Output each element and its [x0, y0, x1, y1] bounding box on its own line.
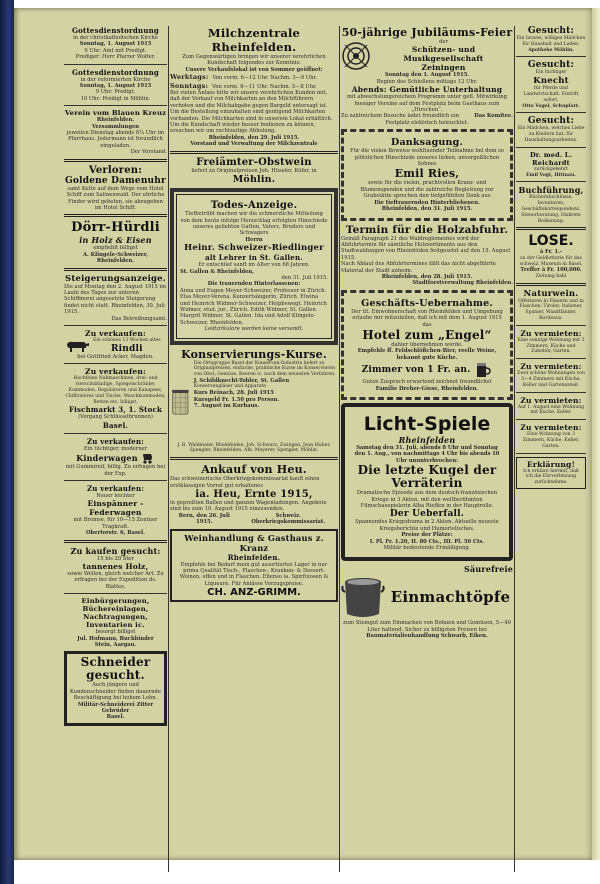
column-2 — [170, 26, 338, 872]
ad-title: Licht-Spiele — [363, 413, 491, 435]
ad-date: Rheinfelden, den 28. Juli 1915. — [381, 273, 473, 280]
ad-text: Der tit. Einwohnerschaft von Rheinfelden und Umgebung erlaube mir mitzuteilen, daß ich mit dem 1. August 1915 das — [351, 308, 503, 328]
ad-title: Zu vermieten: — [520, 423, 582, 433]
divider — [64, 105, 167, 106]
ad-place: Basel. — [102, 420, 129, 430]
ad-milchzentrale — [170, 26, 338, 148]
shooting-target-icon — [341, 41, 371, 71]
ad-title: Zu kaufen gesucht: — [70, 545, 161, 556]
ad-title: Ankauf von Heu. — [201, 463, 307, 477]
ad-address: Obertorstr. 6, Basel. — [86, 530, 145, 537]
divider — [170, 151, 338, 154]
ad-vermieten-4 — [516, 423, 586, 449]
column-3 — [341, 26, 513, 872]
ad-signature: Schweiz. Oberkriegskommissariat. — [251, 512, 326, 526]
ad-verloren — [64, 165, 167, 212]
divider — [64, 363, 167, 364]
ad-prize: Treffer à Fr. 100,000. — [520, 267, 582, 274]
ad-text: Prediger: Herr Pfarrer Wolfer. — [75, 54, 156, 61]
ad-zu-verkaufen-rindli — [64, 329, 167, 360]
ad-subtitle: Rheinfelden. — [96, 117, 135, 124]
ad-title: Buchführung, — [518, 185, 584, 196]
ad-text: zurückgekehrt — [533, 166, 569, 172]
ad-text: mit Bremse, für 10—15 Zentner Tragkraft. — [73, 517, 158, 530]
ad-subtitle: Preise der Plätze: — [401, 532, 453, 539]
ad-title: Einbürgerungen, Büchereinlagen, Nachtragungen, Inventarien ic. — [81, 597, 150, 630]
ad-text: Für die vielen Beweise wohltuender Teilnahme bei dem so plötzlichen Hinschiede unseres lieben, unvergeßlichen Sohnes — [350, 148, 504, 168]
ad-weinhandlung — [170, 529, 338, 603]
ad-hotel-name: Hotel zum „Engel“ — [362, 327, 492, 342]
divider — [516, 181, 586, 182]
ad-seller: Militär-Schneiderei Zitter Gebrüder — [77, 701, 154, 715]
film-title: Der Ueberfall. — [389, 509, 465, 520]
ad-label: Sonntags: — [170, 81, 209, 90]
ad-text: Spannendes Kriegsdrama in 2 Akten. Aktuelle neueste Kriegsberichte und Humoristisches. — [355, 519, 499, 532]
ad-title: Danksagung. — [391, 137, 463, 149]
ad-text: Das schweizerische Oberkriegskommissariat kauft einen erstklassigen Vorrat gut erhaltenes — [170, 476, 320, 489]
ad-text: zu der Geldlotterie für das schweiz. Museum in Basel. — [519, 255, 583, 267]
ad-text: Tiefbetrübt machen wir die schmerzliche Mitteilung von dem heute infolge Herzschlag erfolgten Hinschiede unseres geliebten Gatten, Vaters, Bruders und Schwagers — [180, 211, 328, 237]
ad-title: Zu verkaufen: — [85, 367, 146, 377]
divider — [516, 56, 586, 57]
divider — [516, 325, 586, 326]
divider — [516, 227, 586, 230]
ad-text: sowie für die vielen, prachtvollen Kranz- und Blumenspenden und die zahlreiche Begleitung zur Grabstätte sprechen den tiefgefühlten Dank aus — [360, 180, 494, 200]
column-rule — [339, 26, 340, 872]
ad-title: Dörr-Hürdli — [71, 220, 160, 236]
ad-seller: bei Gottfried Acker, Magden. — [77, 353, 154, 360]
ad-heu — [170, 463, 338, 525]
ad-text: liefert zu Originalpreisen Joh. Hüssler, Küfer, in — [191, 167, 317, 174]
ad-date: Bern, den 26. Juli 1915. — [178, 512, 230, 526]
ad-text: Dramatische Episode aus dem deutsch-französischen Kriege in 3 Akten, mit den weltberühmten Filmschauspielerin Alba Rieffen in der Hauptrolle. — [356, 490, 498, 510]
ad-text: samt Kette auf dem Wege vom Hotel Schiff zum Salinenwald. Der ehrliche Finder wird gebeten, sie abzugeben im Hotel Schiff. — [66, 185, 165, 211]
ad-buchbinder — [64, 597, 167, 648]
ad-zu-verkaufen-moebel — [64, 367, 167, 429]
ad-vermieten-3 — [516, 396, 586, 417]
ad-subtitle: Die trauernden Hinterlassenen: — [207, 281, 301, 288]
divider — [64, 540, 167, 543]
ad-name: Emil Ries, — [394, 167, 460, 181]
ad-geschaeft — [341, 290, 513, 400]
ad-text: Ein Mädchen, welches Liebe zu Kindern hat, für Haushaltungsarbeiten. — [517, 126, 585, 143]
ad-text: Ein tüchtiger, moderner — [83, 445, 148, 452]
ad-title: Freiämter-Obstwein — [196, 156, 312, 168]
ad-title: Schneider gesucht. — [80, 655, 151, 683]
ad-signature: Emil Vogt, Hittnau. — [526, 172, 576, 178]
divider — [516, 419, 586, 420]
ad-date: Sonntag den 1. August 1915. — [384, 72, 470, 79]
ad-title: Zu vermieten: — [520, 395, 582, 405]
ad-text: Neuer leichter — [96, 492, 135, 499]
ad-item: Goldene Damenuhr — [65, 175, 166, 186]
ad-text: Von vorm. 6—12 Uhr. Nachm. 3—9 Uhr. — [212, 75, 318, 82]
ad-title: Naturwein. — [523, 288, 579, 299]
ad-label: Werktags: — [170, 73, 209, 82]
ad-vermieten-2 — [516, 362, 586, 388]
ad-text: Kurs Reinach, 28. Juli 1915 — [193, 390, 274, 397]
ad-title: Termin für die Holzabfuhr. — [345, 223, 509, 236]
page-edge — [592, 8, 600, 860]
column-rule — [514, 26, 515, 872]
ad-lose — [516, 233, 586, 279]
ad-doerr — [64, 220, 167, 264]
ad-subtitle: Abends: Gemütliche Unterhaltung — [351, 85, 503, 95]
ad-subtitle: Versammlungen — [91, 123, 140, 130]
ad-price: Zimmer von 1 Fr. an. — [361, 365, 471, 376]
ad-date: 7. August im Kurhaus. — [193, 403, 260, 409]
ad-steigerung — [64, 274, 167, 322]
ad-text: Hochfeine Nahmaschinen, drei- und vierschubladige, Spiegelschränke, Kommoden, Regulatoren und Kanapees, Chiffonières und Tische, Waschkommoden, Betten etc. billigst. — [65, 376, 166, 405]
ad-date: Sonntag, 1. August 1915 — [79, 83, 152, 90]
ad-text: Auch jüngere und Kundenschneider finden dauernde Beschäftigung bei hohem Lohn. — [70, 682, 161, 702]
column-1 — [64, 26, 167, 872]
cow-icon — [64, 338, 90, 354]
ad-text: Er entschlief sanft im Alter von 68 Jahren. — [198, 262, 310, 269]
ad-vermieten-1 — [516, 329, 586, 355]
ad-seller: Jul. Hofmann, Buchbinder — [77, 635, 154, 642]
ad-signature: Der Vorstand. — [130, 149, 167, 156]
ad-buchfuehrung — [516, 185, 586, 224]
ad-text: Die auf Montag den 2. August 1915 im Laufe des Tages zur unteren Schiffmerei angesetzte Steigerung findet nicht statt. Rheinfelden, 30. Juli 1915. — [64, 283, 167, 316]
ad-title: Erklärung! — [527, 459, 575, 469]
ad-danksagung — [341, 129, 513, 220]
ad-text: Eine Wohnung von 3 Zimmern, Küche, Keller, Garten. — [522, 432, 580, 449]
ad-text: Auf 1. August eine Wohnung mit Küche, Keller. — [517, 404, 585, 416]
divider — [516, 283, 586, 286]
ad-text: 9 Uhr: Amt mit Predigt. — [84, 47, 147, 54]
ad-text: Ein schönes 13 Wochen altes — [93, 338, 161, 344]
ad-text: Ziehung bald — [535, 273, 567, 279]
ad-text: Von vorm. 6—11 Uhr. Nachm. 5—8 Uhr. — [212, 83, 317, 90]
ad-title: Todes-Anzeige. — [210, 200, 298, 212]
ad-einmachtoepfe — [341, 564, 513, 639]
ad-holzabfuhr — [341, 224, 513, 287]
ad-signature: Apotheke Möhlin. — [528, 47, 574, 53]
ad-place: Zeiningen — [421, 63, 466, 73]
ad-date: Rheinfelden, den 29. Juli 1915. — [208, 134, 300, 141]
crock-pot-illustration — [341, 574, 385, 620]
ad-signature: Familie Dreher-Giese, Rheinfelden. — [375, 385, 479, 392]
divider — [64, 64, 167, 65]
ad-subtitle: Unsere Verkaufslokal ist von Sommer geöffnet: — [185, 66, 323, 73]
ad-gesucht-2 — [516, 60, 586, 109]
ad-signature: Baumaterialienhandlung Schwarb, Eiken. — [366, 633, 488, 640]
column-4 — [516, 26, 586, 872]
divider — [64, 433, 167, 434]
ad-title: Gesucht: — [527, 116, 575, 127]
ad-naturwein — [516, 289, 586, 322]
divider — [64, 214, 167, 217]
divider — [516, 358, 586, 359]
ad-konservierung — [170, 348, 338, 455]
divider — [516, 112, 586, 113]
ad-text: Ich erkläre hiermit, daß ich die Ehrverletzung zurücknehme. — [523, 468, 579, 486]
ad-verein — [64, 109, 167, 155]
ad-title: Zu verkaufen: — [85, 328, 146, 338]
ad-text: Die Ortsgruppe Basel der Konserven-Industrie liefert zu Originalpreisen, einfache, praktische Kurse im Konservieren von Obst, Gemüse, Beeren ic. nach dem neuesten Verfahren. — [193, 360, 336, 378]
ad-item: tannenes Holz, — [82, 562, 149, 572]
pram-icon — [141, 452, 155, 464]
ad-title: Gesucht: — [527, 26, 575, 36]
ad-item: Rindli — [110, 343, 143, 354]
ad-text: jeweilen Dienstag abends 8¼ Uhr im Pfarrhaus. Jedermann ist freundlich eingeladen. — [66, 130, 165, 149]
divider — [516, 147, 586, 148]
ad-price: à Fr. 1.- — [539, 249, 563, 256]
divider — [64, 480, 167, 481]
ad-text: Offerieren in Fässern und in Flaschen: Tiroler, Italiener, Spanier, Waadtländer, Bordeaux. — [518, 298, 584, 321]
ad-gottesdienst-christkath — [64, 26, 167, 61]
ad-zu-kaufen — [64, 546, 167, 591]
ad-title: Verloren: — [88, 164, 143, 176]
ad-date: den 31. Juli 1915. — [281, 274, 328, 281]
ad-text: Zwei schöne Wohnungen von 3—4 Zimmern mit Küche, Keller und Gartenanteil. — [517, 371, 585, 388]
ad-seller: A. Klingele-Schweizer, — [82, 251, 149, 258]
divider — [64, 159, 167, 162]
ad-text: Guten Zuspruch erwartend zeichnet freundlichst — [362, 379, 492, 386]
ad-text: Ein tüchtiger — [535, 70, 567, 76]
ad-text: 15 bis 20 Ster — [97, 555, 134, 562]
ad-price: Kursgeld Fr. 1.50 pro Person. — [193, 396, 280, 403]
ad-text: Eine sonnige Wohnung mit 3 Zimmern, Küche und Zubehör, Garten. — [517, 337, 585, 355]
ad-jubilaeum — [341, 26, 513, 126]
ad-text: J. B. Waldmeier, Rheinfelden. Joh. Schwarz, Zwingen. Jean Huber, Spengler, Rheinfelden. Alb. Meyerer, Spengler, Möhlin. — [177, 442, 331, 454]
ad-text: zum Steingut zum Einmachen von Bohnen und Gemüsen, 5—40 Liter haltend. Sicher zu billigsten Preisen bei — [343, 620, 511, 633]
ad-place: Rheinfelden. — [96, 258, 135, 265]
ad-text: Empfehle ff. Feldschlößchen-Bier, reelle Weine, bekannt gute Küche. — [357, 348, 497, 361]
ad-lichtspiele — [341, 403, 513, 561]
ad-signature: Otto Vogel, Schupfart. — [522, 103, 580, 109]
ad-text: Zum Gegenwärtigen bringen wir unserer verehrlichen Kundschaft folgendes zur Kenntnis: — [182, 54, 326, 67]
ad-item: Einspänner - Federwagen — [87, 499, 144, 518]
ad-text: Bei vielen Anlass bitte wir unsere verehrlichen Kunden mit, daß der Verkauf von Milchkarten an den Milchführern verboten und die Milchabgabe gegen Bargeld untersagt ist. Um die Bestellung einzuhalten sind genügend Milchkarten vorhanden. Die Milchkarten sind in unserem Lokal erhältlich. Um die Kundschaft wieder besser bedienen zu können, ersuchen wir um rechtzeitige Abholung. — [170, 90, 333, 135]
ad-subtitle: Schützen- und Musikgesellschaft — [403, 45, 484, 64]
ad-doctor — [516, 151, 586, 179]
ad-title: Gesucht: — [527, 60, 575, 71]
ad-firm: J. Schildknecht-Tobler, St. Gallen — [193, 377, 290, 384]
ad-text: Beginn des Schießens mittags 12 Uhr. — [376, 78, 478, 85]
ad-text: besorgt billigst — [95, 629, 136, 636]
ad-place: Möhlin. — [232, 174, 276, 186]
ad-price: I. Pl. Fr. 1.20, II. 80 Cts., III. Pl. 50 Cts. — [369, 538, 485, 545]
ad-text: Militär bedeutende Ermäßigung. — [383, 545, 471, 552]
ad-place: Basel. — [106, 714, 125, 721]
ad-text: (Vorgang Schlüsselbrunnen) — [78, 414, 153, 421]
ad-title: Geschäfts-Uebernahme. — [361, 297, 493, 309]
ad-signature: Das Betreibungsamt. — [111, 315, 167, 322]
ad-item: ia. Heu, Ernte 1915, — [195, 489, 313, 500]
divider — [64, 593, 167, 594]
ad-title: Einmachtöpfe — [390, 588, 511, 607]
ad-signature: CH. ANZ-GRIMM. — [207, 587, 301, 599]
ad-schneider — [64, 651, 167, 725]
ad-item: Kinderwagen — [76, 453, 138, 464]
ad-gesucht-1 — [516, 26, 586, 53]
ad-title: LOSE. — [528, 233, 574, 250]
ad-title: Milchzentrale Rheinfelden. — [207, 26, 301, 54]
ad-title: Gottesdienstordnung — [72, 67, 159, 77]
ad-text: mit abwechslungsreichem Programm unter gefl. Mitwirkung hiesiger Vereine auf dem Festplatz beim Gasthaus zum „Hirschen“. — [347, 94, 507, 114]
ad-place: Rheinfelden — [398, 435, 456, 445]
ad-title: Dr. med. L. Reichardt — [529, 150, 573, 167]
ad-text: Herrn — [245, 236, 263, 243]
ad-signature: Stadtforstverwaltung Rheinfelden. — [412, 280, 513, 287]
ad-text: sowie Wellen, gleich welcher Art. Zu erfragen bei der Expedition ds. Blattes. — [67, 571, 164, 590]
ad-title: Zu vermieten: — [520, 328, 582, 338]
ad-title: Konservierungs-Kurse. — [181, 347, 327, 361]
film-title: Die letzte Kugel der Verräterin — [357, 463, 497, 491]
ad-date: Samstag den 31. Juli, abends 8 Uhr und Sonntag den 1. Aug., von nachmittags 4 Uhr bis abends 10 Uhr ununterbrochen: — [354, 445, 500, 464]
deceased-role: alt Lehrer in St. Gallen. — [205, 253, 303, 263]
ad-signature: Die tieftrauernden Hinterbliebenen. — [374, 199, 480, 206]
ad-subtitle: in der reformierten Kirche — [80, 76, 151, 83]
ad-date: Rheinfelden, den 31. Juli 1915. — [381, 206, 473, 213]
ad-place: Rheinfelden. — [227, 552, 281, 562]
ad-subtitle: in Holz & Eisen — [79, 235, 152, 246]
ad-text: Nach Ablauf des Abfuhrtermines fällt das nicht abgeführte Material der Stadt anheim. — [341, 261, 496, 274]
beer-mug-icon — [474, 361, 492, 379]
ad-text: Konservengläser und Apparate — [193, 384, 266, 390]
ad-text: Zu zahlreichem Besuche ladet freundlich ein — [341, 113, 459, 120]
ad-gesucht-3 — [516, 116, 586, 143]
ad-place: St. Gallen & Rheinfelden, — [180, 268, 254, 275]
ad-title: Zu verkaufen: — [86, 483, 145, 493]
ad-todesanzeige — [170, 188, 338, 345]
ad-subtitle: Säurefreie — [464, 564, 513, 575]
ad-text: 10 Uhr: Predigt in Möhlin. — [80, 95, 151, 102]
ad-text: Ein braves, williges Mädchen für Haushalt und Laden. — [516, 36, 586, 47]
ad-title: 50-jährige Jubiläums-Feier — [341, 26, 513, 39]
preserving-jar-illustration — [170, 361, 191, 443]
ad-title: Gottesdienstordnung — [72, 26, 159, 35]
ad-text: mit Gummireif, billig. Zu erfragen bei der Exp. — [65, 464, 166, 477]
ad-text: der — [439, 39, 448, 45]
ad-title: Zu vermieten: — [520, 362, 582, 372]
ad-text: für Pferde und Landwirtschaft. Eintritt sofort. — [523, 86, 579, 103]
ad-signature: Das Komitee. — [474, 113, 513, 120]
ad-signature: Vorstand und Verwaltung der Milchzentrale — [190, 141, 318, 148]
ad-kinderwagen — [64, 437, 167, 477]
ad-text: Empfehle bei Bedarf mein gut assortiertes Lager in nur prima Qualität Tisch-, Flaschen-, Kranken- & Dessert-Weinen, offen und in Flaschen. Ebenso ia. Spirituosen & Liqueure. Für Anlässe Vorzugspreise. — [179, 561, 329, 587]
deceased-name: Heinr. Schweizer-Riedlinger — [184, 243, 324, 254]
ad-title: Zu verkaufen: — [86, 436, 145, 446]
ad-subtitle: in der christkatholischen Kirche — [73, 35, 158, 41]
divider — [64, 268, 167, 271]
divider — [516, 392, 586, 393]
divider — [64, 325, 167, 326]
ad-date: Sonntag, 1. August 1915 — [79, 41, 152, 48]
ad-title: Steigerungsanzeige. — [65, 273, 166, 284]
ad-place: Stein, Aargau. — [94, 642, 137, 649]
ad-federwagen — [64, 484, 167, 537]
ad-text: dahier übernehmen werde. — [391, 341, 463, 348]
ad-title: Weinhandlung & Gasthaus z. Kranz — [184, 532, 324, 553]
divider — [516, 453, 586, 454]
book-binding — [0, 0, 14, 884]
ad-gottesdienst-reform — [64, 68, 167, 103]
mourners-list: Anna und Eugen Meyer-Schweizer, Professor in Zürich. Elsa Meyer-Verena, Konzertsängerin, Zürich. Elwina und Heinrich Widmer-Schweizer, Helpbewegt. Heinrich Widmer, stud. jur., Zürich. Edith Widmer, St. Gallen. Margrit Widmer, St. Gallen. Ida und Adolf Klingele-Schweizer, Rheinfelden. — [180, 287, 327, 326]
column-rule — [168, 26, 169, 872]
ad-title: Verein vom Blauen Kreuz — [64, 109, 167, 118]
ad-text: in gepreßten Ballen und ganzen Wagenladungen. Angebote sind bis zum 10. August 1915 einzusenden. — [170, 500, 327, 513]
ad-text: empfiehlt billigst — [93, 245, 138, 252]
ad-text: Festplatz elektrisch beleuchtet. — [385, 119, 469, 126]
ad-text: 9 Uhr: Predigt. — [95, 89, 136, 96]
ad-footer: Leidzirkulare werden keine versandt. — [204, 326, 304, 333]
ad-text: Bücherabschlüsse, Inventuren, Geschäftskorrespondenz, Steuerberatung. Diskrete Bedienung. — [521, 195, 581, 224]
ad-address: Fischmarkt 3, 1. Stock — [68, 405, 163, 415]
ad-item: Knecht — [533, 76, 569, 87]
ad-freiamter — [170, 157, 338, 185]
ad-text: Gemäß Paragraph 21 des Waldreglementes wird der Abfuhrtermin für sämtliche Holzsortimente aus den Stadtwaldungen von Rheinfelden festgesetzt auf den 15. August 1915. — [341, 235, 511, 261]
divider — [170, 457, 338, 460]
ad-erklaerung — [516, 457, 586, 489]
